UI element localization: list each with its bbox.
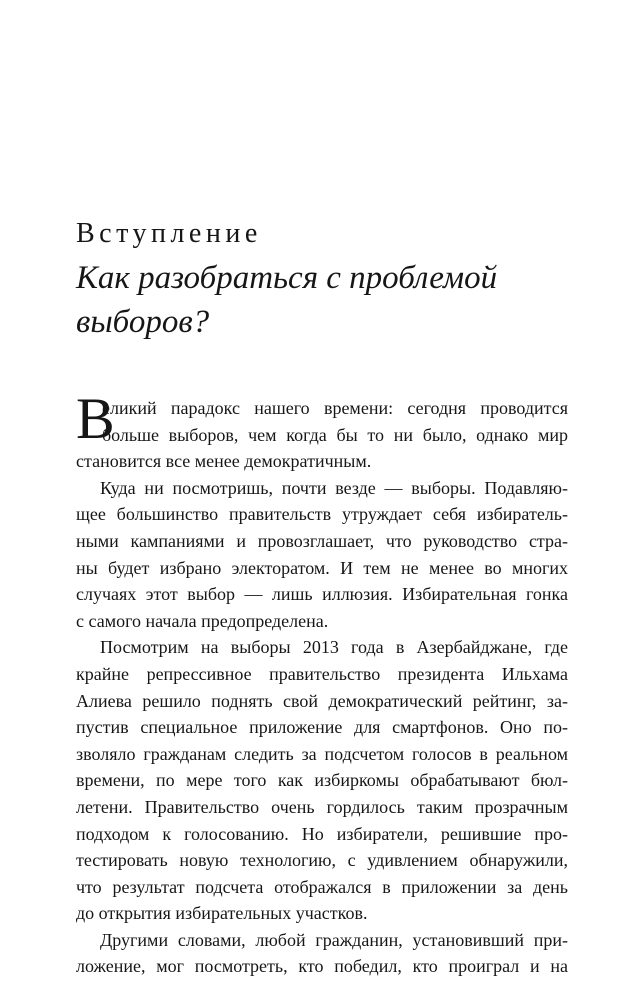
text-line: щее большинство правительств утруждает себя избиратель- (76, 504, 568, 525)
text-line: летени. Правительство очень гордилось таким прозрачным (76, 796, 568, 817)
text-line: Другими словами, любой гражданин, установивший при- (100, 929, 568, 950)
text-line: с самого начала предопределена. (76, 610, 329, 631)
text-line: ны будет избрано электоратом. И тем не менее во многих (76, 557, 568, 578)
text-line: пустив специальное приложение для смартфонов. Оно по- (76, 717, 568, 738)
text-line: до открытия избирательных участков. (76, 903, 368, 924)
text-line: Посмотрим на выборы 2013 года в Азербайджане, где (100, 637, 568, 658)
chapter-label: Вступление (76, 218, 262, 249)
text-line: случаях этот выбор — лишь иллюзия. Избирательная гонка (76, 584, 568, 605)
text-line: тестировать новую технологию, с удивлением обнаружили, (76, 850, 568, 871)
paragraph (76, 475, 568, 635)
text-line: больше выборов, чем когда бы то ни было, однако мир (102, 424, 568, 445)
text-line: времени, по мере того как избиркомы обрабатывают бюл- (76, 770, 568, 791)
text-line: еликий парадокс нашего времени: сегодня проводится (102, 398, 568, 418)
chapter-title (76, 256, 556, 344)
text-line: подходом к голосованию. Но избиратели, решившие про- (76, 823, 568, 844)
text-line: ложение, мог посмотреть, кто победил, кто проиграл и на (76, 956, 568, 977)
paragraph (76, 386, 568, 475)
chapter-title-line: Как разобраться с проблемой (76, 260, 498, 296)
text-line: зволяло гражданам следить за подсчетом голосов в реальном (76, 743, 568, 764)
body-text (76, 386, 568, 980)
text-line: Алиева решило поднять свой демократический рейтинг, за- (76, 690, 568, 711)
chapter-title-line: выборов? (76, 304, 210, 340)
text-line: ными кампаниями и провозглашает, что руководство стра- (76, 530, 568, 551)
text-line: Куда ни посмотришь, почти везде — выборы. Подавляю- (100, 477, 568, 498)
text-line: крайне репрессивное правительство президента Ильхама (76, 663, 568, 684)
text-line: что результат подсчета отображался в приложении за день (76, 876, 568, 897)
paragraph (76, 634, 568, 927)
text-line: становится все менее демократичным. (76, 451, 372, 472)
paragraph (76, 927, 568, 980)
drop-cap: В (76, 386, 115, 451)
